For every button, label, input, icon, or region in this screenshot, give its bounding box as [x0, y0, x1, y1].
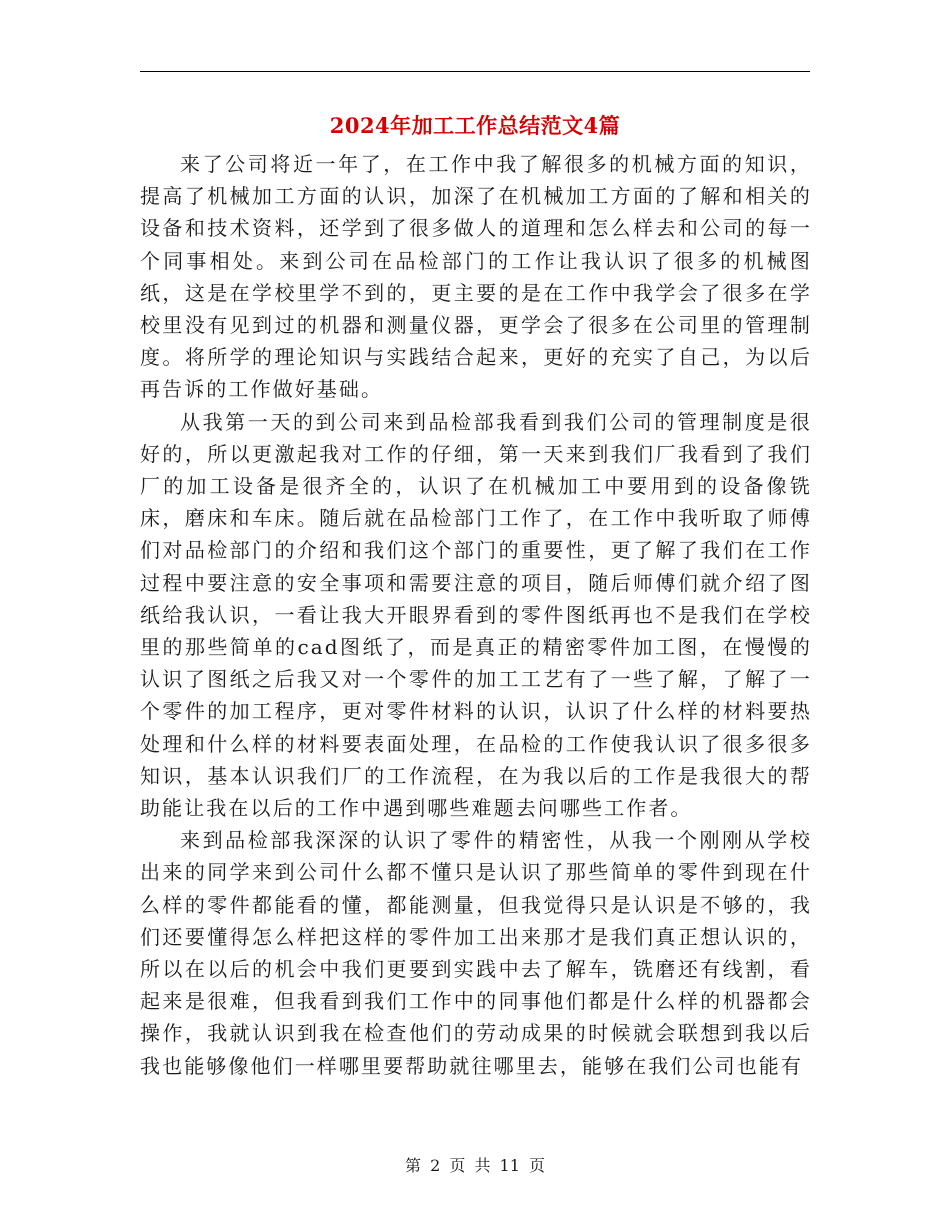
document-title: 2024年加工工作总结范文4篇 [329, 113, 621, 138]
paragraph-1: 来了公司将近一年了，在工作中我了解很多的机械方面的知识，提高了机械加工方面的认识，加深了在机械加工方面的了解和相关的设备和技术资料，还学到了很多做人的道理和怎么样去和公司的每一个同事相处。来到公司在品检部门的工作让我认识了很多的机械图纸，这是在学校里学不到的，更主要的是在工作中我学会了很多在学校里没有见到过的机器和测量仪器，更学会了很多在公司里的管理制度。将所学的理论知识与实践结合起来，更好的充实了自己，为以后再告诉的工作做好基础。 [140, 152, 812, 402]
header-rule [140, 71, 810, 72]
document-body [140, 148, 812, 1082]
page-footer: 第 2 页 共 11 页 [405, 1156, 545, 1175]
paragraph-2: 从我第一天的到公司来到品检部我看到我们公司的管理制度是很好的，所以更激起我对工作的仔细，第一天来到我们厂我看到了我们厂的加工设备是很齐全的，认识了在机械加工中要用到的设备像铣床，磨床和车床。随后就在品检部门工作了，在工作中我听取了师傅们对品检部门的介绍和我们这个部门的重要性，更了解了我们在工作过程中要注意的安全事项和需要注意的项目，随后师傅们就介绍了图纸给我认识，一看让我大开眼界看到的零件图纸再也不是我们在学校里的那些简单的cad图纸了，而是真正的精密零件加工图，在慢慢的认识了图纸之后我又对一个零件的加工工艺有了一些了解，了解了一个零件的加工程序，更对零件材料的认识，认识了什么样的材料要热处理和什么样的材料要表面处理，在品检的工作使我认识了很多很多知识，基本认识我们厂的工作流程，在为我以后的工作是我很大的帮助能让我在以后的工作中遇到哪些难题去问哪些工作者。 [140, 409, 812, 821]
paragraph-3: 来到品检部我深深的认识了零件的精密性，从我一个刚刚从学校出来的同学来到公司什么都不懂只是认识了那些简单的零件到现在什么样的零件都能看的懂，都能测量，但我觉得只是认识是不够的，我们还要懂得怎么样把这样的零件加工出来那才是我们真正想认识的，所以在以后的机会中我们更要到实践中去了解车，铣磨还有线割，看起来是很难，但我看到我们工作中的同事他们都是什么样的机器都会操作，我就认识到我在检查他们的劳动成果的时候就会联想到我以后我也能够像他们一样哪里要帮助就往哪里去，能够在我们公司也能有 [140, 828, 812, 1078]
